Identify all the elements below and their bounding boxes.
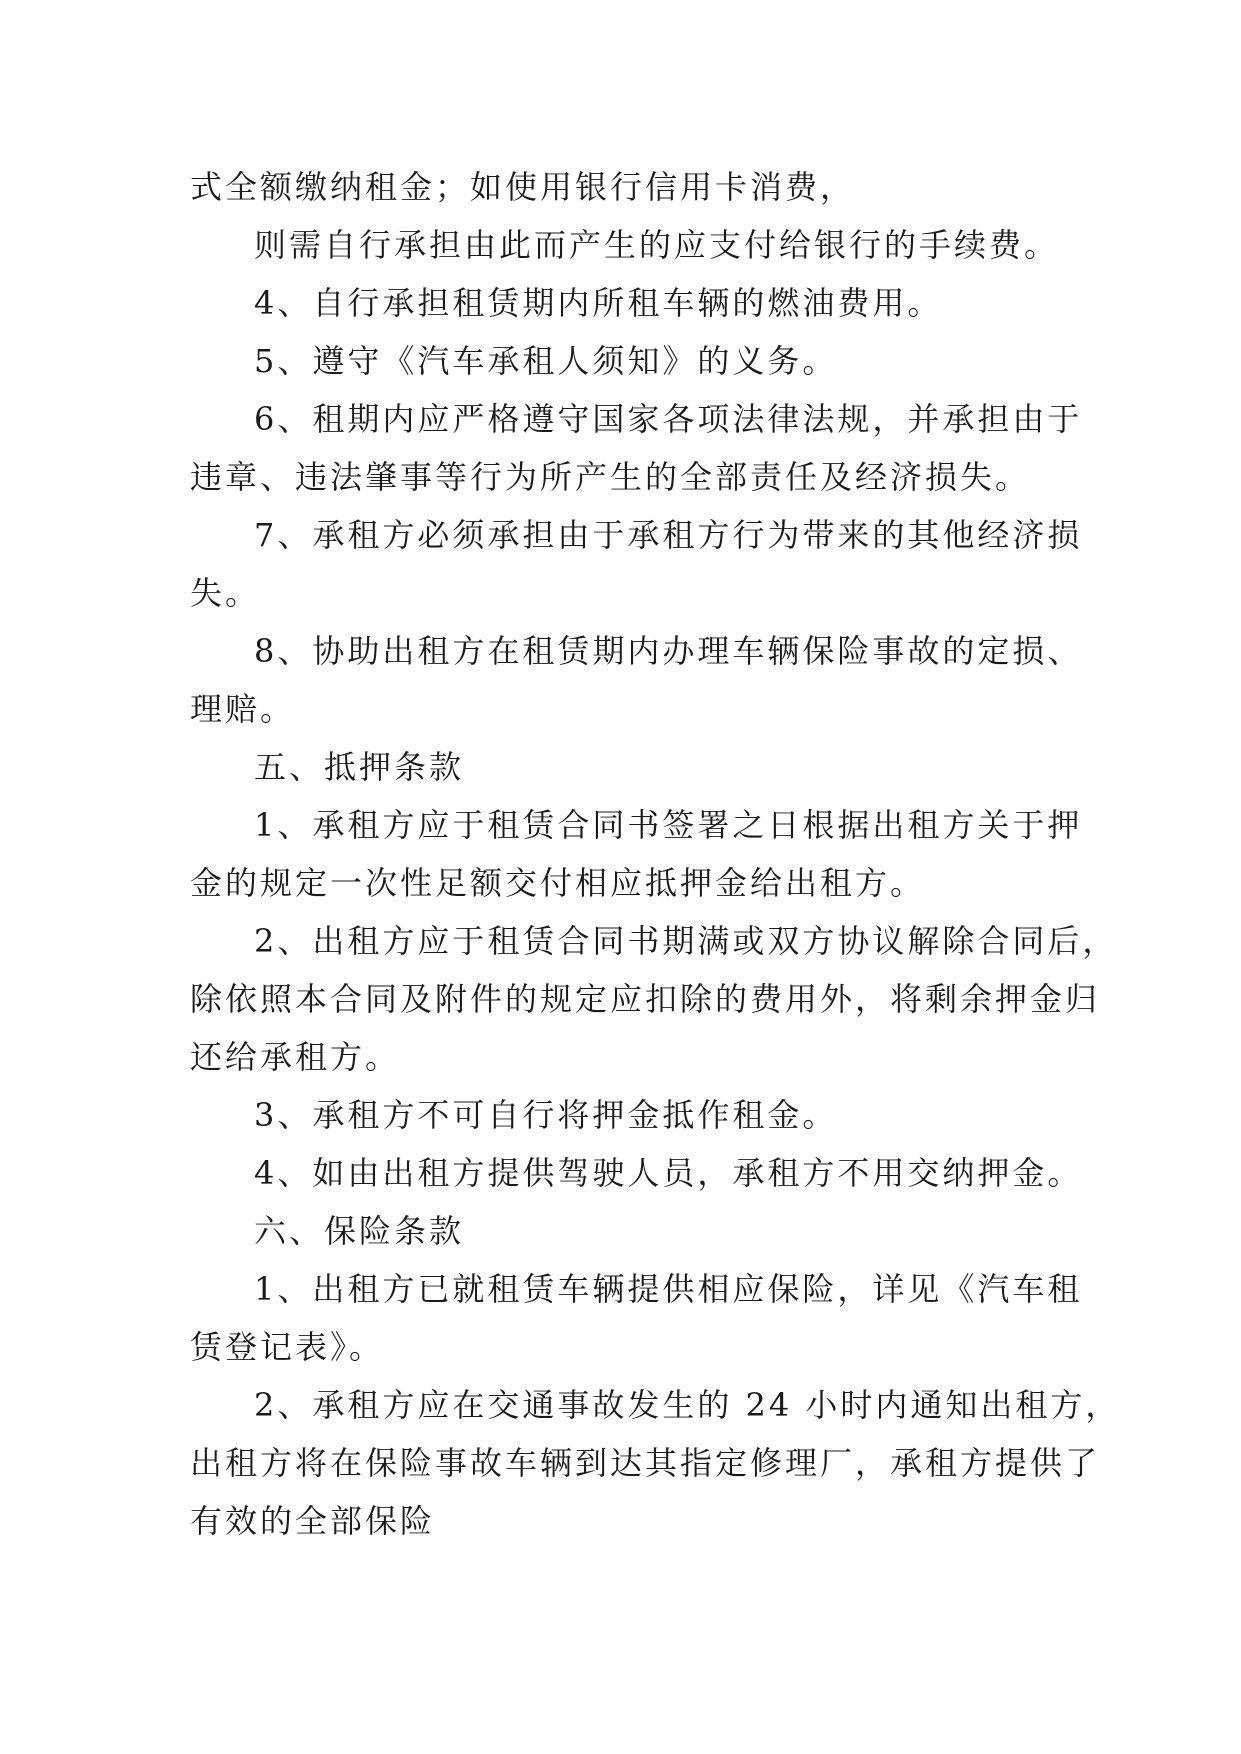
- text-line: 违章、违法肇事等行为所产生的全部责任及经济损失。: [190, 458, 1031, 496]
- text-line: 还给承租方。: [190, 1038, 401, 1076]
- text-line: 6、租期内应严格遵守国家各项法律法规，并承担由于: [254, 400, 1083, 438]
- text-line: 除依照本合同及附件的规定应扣除的费用外，将剩余押金归: [190, 980, 1101, 1018]
- text-line: 赁登记表》。: [190, 1328, 385, 1366]
- text-line: 有效的全部保险: [190, 1502, 436, 1540]
- text-line: 2、承租方应在交通事故发生的 24 小时内通知出租方，: [254, 1386, 1121, 1424]
- text-line: 理赔。: [190, 690, 296, 728]
- text-line: 式全额缴纳租金；如使用银行信用卡消费，: [190, 168, 856, 206]
- text-line: 4、如由出租方提供驾驶人员，承租方不用交纳押金。: [254, 1154, 1083, 1192]
- text-line: 3、承租方不可自行将押金抵作租金。: [254, 1096, 838, 1134]
- section-heading: 六、保险条款: [254, 1212, 465, 1250]
- text-line: 5、遵守《汽车承租人须知》的义务。: [254, 342, 838, 380]
- text-line: 失。: [190, 574, 261, 612]
- text-line: 4、自行承担租赁期内所租车辆的燃油费用。: [254, 284, 943, 322]
- text-line: 7、承租方必须承担由于承租方行为带来的其他经济损: [254, 516, 1083, 554]
- text-line: 1、承租方应于租赁合同书签署之日根据出租方关于押: [254, 806, 1083, 844]
- section-heading: 五、抵押条款: [254, 748, 465, 786]
- text-line: 2、出租方应于租赁合同书期满或双方协议解除合同后，: [254, 922, 1118, 960]
- text-line: 金的规定一次性足额交付相应抵押金给出租方。: [190, 864, 926, 902]
- text-line: 则需自行承担由此而产生的应支付给银行的手续费。: [254, 226, 1060, 264]
- text-line: 出租方将在保险事故车辆到达其指定修理厂，承租方提供了: [190, 1444, 1101, 1482]
- document-body: [190, 158, 1121, 1550]
- text-line: 8、协助出租方在租赁期内办理车辆保险事故的定损、: [254, 632, 1083, 670]
- text-line: 1、出租方已就租赁车辆提供相应保险，详见《汽车租: [254, 1270, 1083, 1308]
